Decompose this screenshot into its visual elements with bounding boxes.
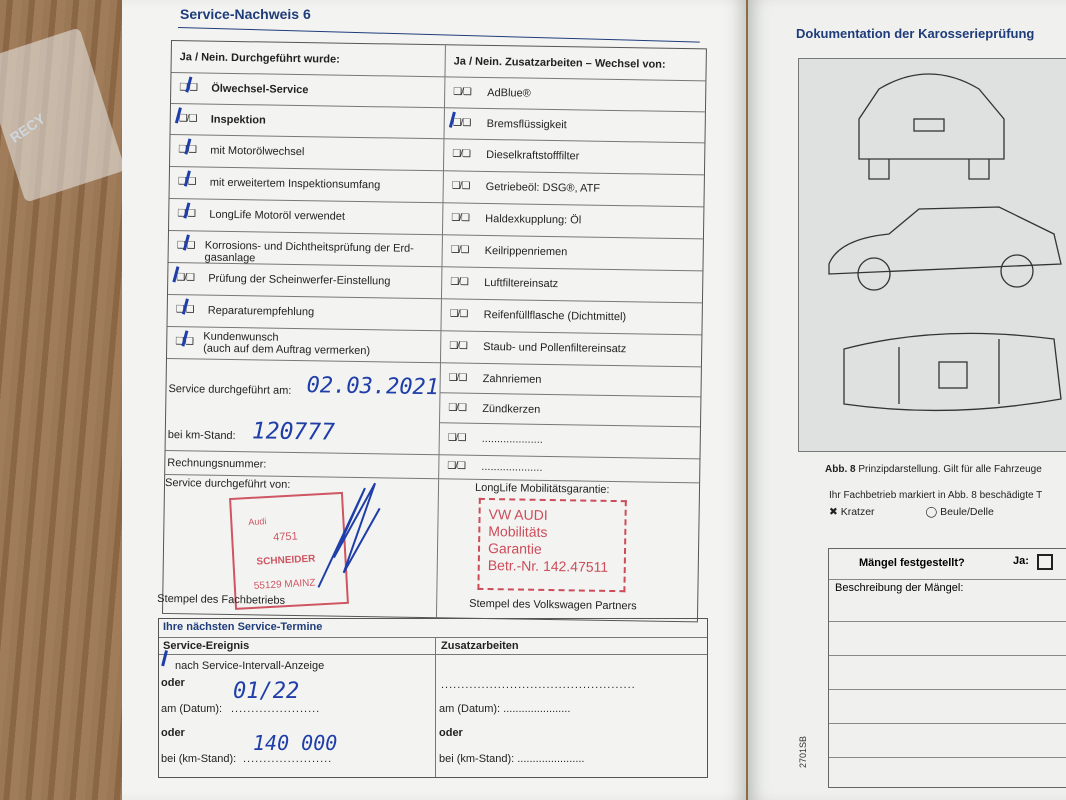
service-record-table [157,40,707,622]
extra-label: Luftfiltereinsatz [484,276,559,291]
extra-getriebeoel [443,171,703,207]
extra-luftfilter [442,267,702,303]
extra-date-label: am (Datum): ...................... [439,703,571,715]
checkbox[interactable]: ❑/❑ [175,336,194,348]
extra-label: AdBlue® [487,86,531,100]
page-title: Service-Nachweis 6 [180,6,311,22]
checkbox[interactable]: ❑/❑ [449,308,468,320]
next-service-title: Ihre nächsten Service-Termine [163,621,323,633]
extra-label: Bremsflüssigkeit [486,117,567,132]
next-date-label: am (Datum): [161,703,223,715]
stamp-brand: Audi [248,516,267,528]
item-label: Prüfung der Scheinwerfer-Einstellung [208,272,391,288]
extra-label: Dieselkraftstofffilter [486,148,580,163]
checkbox[interactable]: ❑/❑ [450,276,469,288]
partner-stamp-caption: Stempel des Volkswagen Partners [469,597,637,613]
item-label: Ölwechsel-Service [211,82,309,97]
checkbox[interactable]: ❑/❑ [178,144,197,156]
stamp-code: 4751 [272,530,299,544]
extra-zuendkerzen [440,393,700,427]
extra-label: .................... [481,460,543,474]
checkbox[interactable]: ❑/❑ [451,180,470,192]
item-label: mit erweitertem Inspektionsumfang [209,176,381,192]
item-label: Inspektion [210,113,266,127]
item-reparatur [167,295,441,331]
service-date-block [166,359,441,455]
extra-haldex [443,203,703,239]
extra-label: Getriebeöl: DSG®, ATF [485,180,601,195]
extra-bremsfluessigkeit [444,108,704,143]
or-label: oder [161,727,185,739]
item-label-line2: (auch auf dem Auftrag vermerken) [203,342,371,358]
item-label-line2: gasanlage [204,251,256,265]
item-longlife [169,199,443,235]
extra-adblue [445,77,705,112]
figure-caption-text: Prinzipdarstellung. Gilt für alle Fahrzeuge [858,464,1042,475]
checkbox[interactable]: ❑/❑ [447,432,466,444]
item-label: Kundenwunsch [203,330,279,344]
item-label: LongLife Motoröl verwendet [209,208,346,223]
marking-hint: Ihr Fachbetrieb markiert in Abb. 8 beschädigte T [829,490,1043,501]
checkbox[interactable]: ❑/❑ [177,176,196,188]
next-km-label: bei (km-Stand): [161,753,237,765]
item-erweitert [170,167,444,203]
col-extra-work: Zusatzarbeiten [441,640,519,652]
dealer-stamp-caption: Stempel des Fachbetriebs [157,592,286,607]
next-date-value[interactable]: 01/22 [233,679,300,704]
checkbox[interactable]: ❑/❑ [175,304,194,316]
checkbox[interactable]: ❑/❑ [450,244,469,256]
recycle-mark: RECY [6,110,48,146]
col-service-event: Service-Ereignis [163,640,250,652]
or-label: oder [161,677,185,689]
item-scheinwerfer [168,263,442,299]
extra-blank-1 [440,423,700,459]
stamp-city: 55129 MAINZ [253,577,316,592]
checkbox[interactable]: ❑/❑ [176,272,195,284]
km-label: bei km-Stand: [167,428,236,443]
km-value[interactable]: 120777 [251,418,336,446]
extra-reifenfuell [441,299,701,335]
signature-icon [313,477,385,598]
item-inspektion [171,104,445,139]
mobility-label: LongLife Mobilitätsgarantie: [474,481,610,496]
extra-pollenfilter [441,331,701,367]
checkbox[interactable]: ❑/❑ [451,212,470,224]
extra-keilrippen [442,235,702,271]
car-outline-icon [799,59,1066,451]
or-label: oder [439,727,463,739]
next-km-value[interactable]: 140 000 [253,731,338,755]
extra-diesel [444,139,704,175]
defects-yes-label: Ja: [1013,555,1029,567]
extra-label: Staub- und Pollenfiltereinsatz [483,340,627,356]
checkbox[interactable]: ❑/❑ [452,148,471,160]
header-left-text: Ja / Nein. Durchgeführt wurde: [179,51,340,66]
stamp-name: SCHNEIDER [256,553,316,568]
next-service-box [158,618,708,778]
extra-label: Haldexkupplung: Öl [485,212,582,227]
extra-label: Zahnriemen [482,372,542,386]
legend-dent: ◯ Beule/Delle [925,506,994,518]
checkbox[interactable]: ❑/❑ [447,460,466,472]
next-date-dots: ...................... [231,703,321,715]
item-oelwechsel [171,73,445,108]
defects-question: Mängel festgestellt? [859,557,965,569]
service-by-label: Service durchgeführt von: [164,476,291,491]
checkbox[interactable]: ❑/❑ [177,208,196,220]
item-kundenwunsch [167,327,441,363]
item-korrosion [168,231,442,267]
dealer-stamp-block [157,475,439,617]
checkmark-icon [161,650,174,668]
figure-number: Abb. 8 [825,464,856,475]
next-km-dots: ...................... [243,753,333,765]
checkbox[interactable]: ❑/❑ [176,240,195,252]
item-label: Korrosions- und Dichtheitsprüfung der Erd- [204,239,414,255]
checkbox[interactable]: ❑/❑ [179,82,198,94]
item-label: Reparaturempfehlung [207,304,315,319]
document-code: 2701SB [798,735,808,768]
header-right [445,45,705,81]
partner-stamp-line: Mobilitäts [488,523,548,540]
right-page-title: Dokumentation der Karosserieprüfung [796,26,1035,41]
legend-options [829,506,994,518]
extra-dots: ................................................ [441,679,636,691]
extra-label: Reifenfüllflasche (Dichtmittel) [483,308,627,324]
item-label: mit Motorölwechsel [210,144,305,159]
defects-description-label: Beschreibung der Mängel: [835,582,964,594]
extra-label: Zündkerzen [482,402,541,416]
checkbox[interactable]: ❑/❑ [448,372,467,384]
extra-km-label: bei (km-Stand): ...................... [439,753,585,765]
partner-stamp-block [437,479,699,621]
partner-stamp [477,498,626,592]
extra-label: .................... [481,432,543,446]
service-date-label: Service durchgeführt am: [168,383,292,397]
item-motoroelwechsel [170,135,444,171]
defects-yes-checkbox[interactable] [1037,554,1053,570]
checkbox[interactable]: ❑/❑ [448,402,467,414]
legend-scratch: ✖ Kratzer [829,506,875,518]
header-right-text: Ja / Nein. Zusatzarbeiten – Wechsel von: [453,55,666,71]
checkbox[interactable]: ❑/❑ [453,86,472,98]
car-diagram [798,58,1066,452]
interval-label: nach Service-Intervall-Anzeige [175,660,325,672]
invoice-label: Rechnungsnummer: [167,456,267,471]
checkbox[interactable]: ❑/❑ [178,113,197,125]
checkbox[interactable]: ❑/❑ [452,117,471,129]
defects-box [828,548,1066,788]
checkbox[interactable]: ❑/❑ [449,340,468,352]
extra-zahnriemen [440,363,700,397]
service-date-value[interactable]: 02.03.2021 [306,373,440,401]
extra-label: Keilrippenriemen [484,244,568,259]
figure-caption [825,464,1042,475]
header-left [171,41,445,77]
partner-stamp-line: Betr.-Nr. 142.47511 [487,557,609,575]
partner-stamp-line: Garantie [487,540,542,557]
partner-stamp-line: VW AUDI [488,506,548,523]
